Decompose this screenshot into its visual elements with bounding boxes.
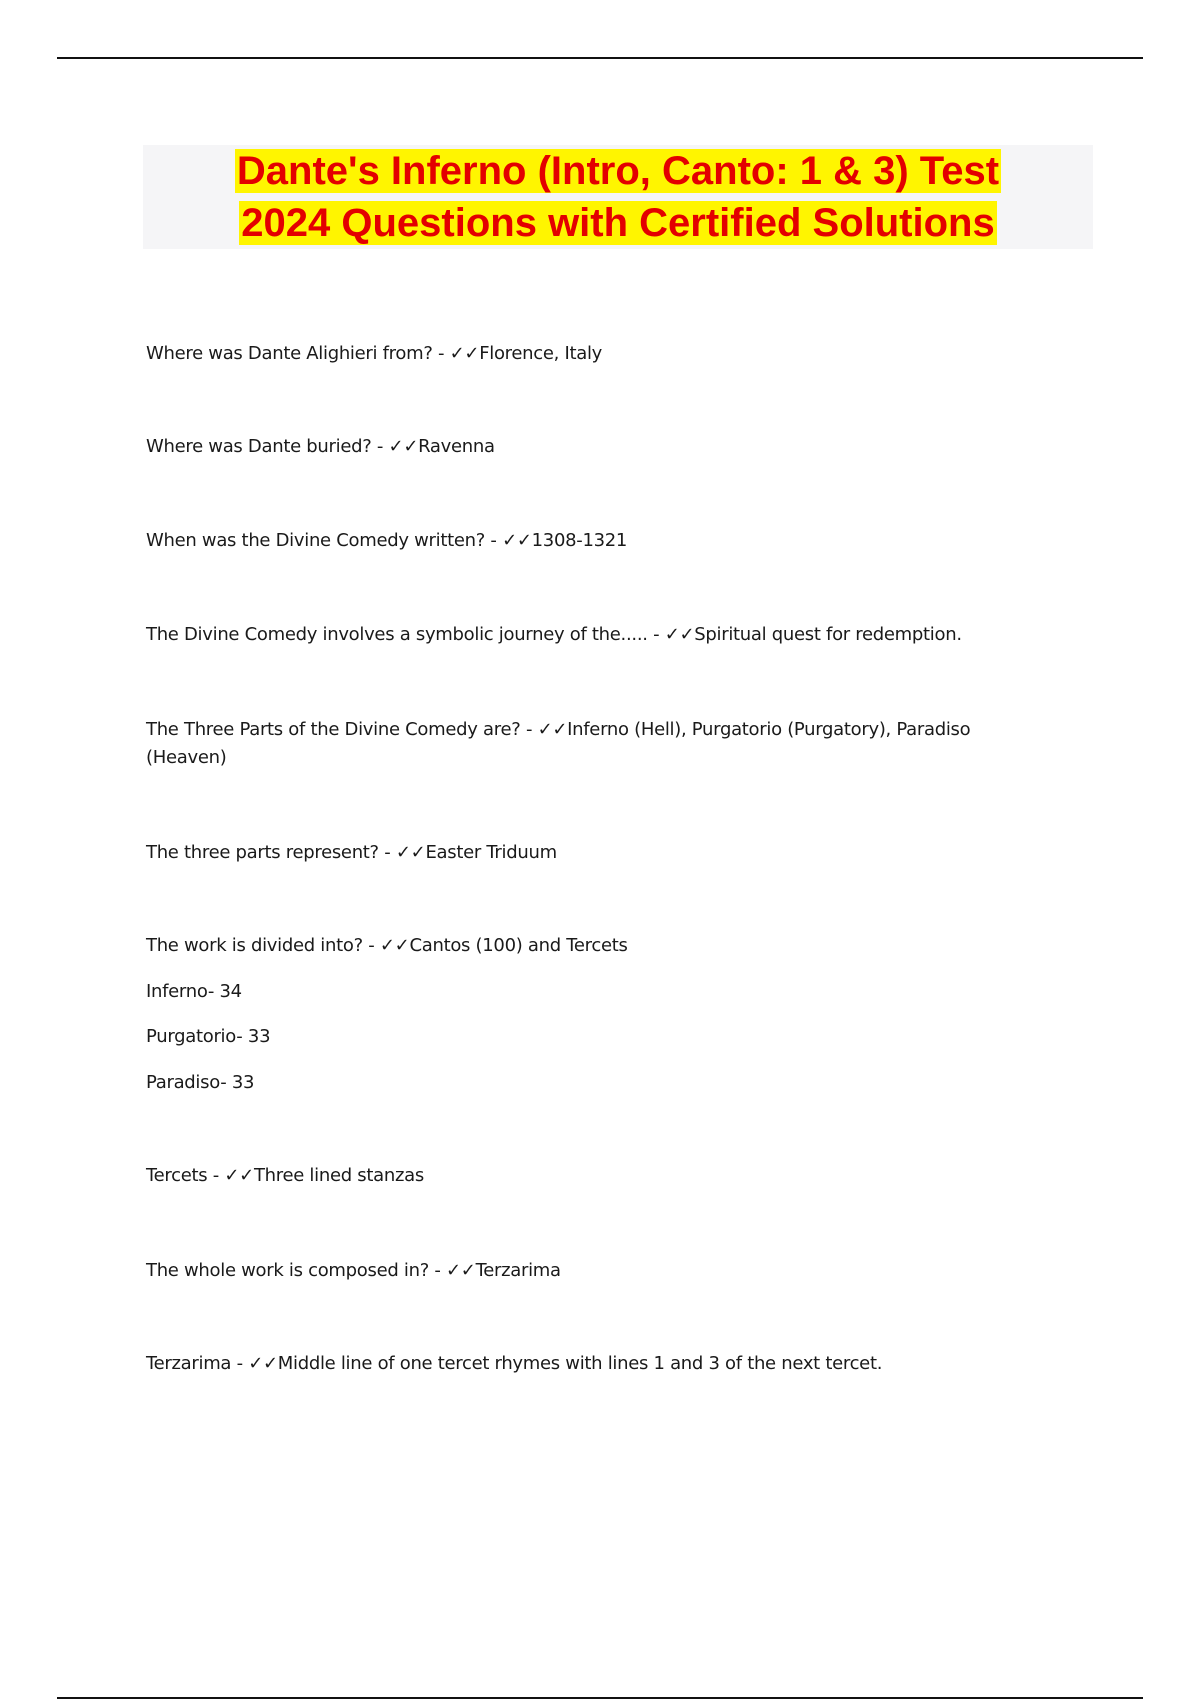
question: When was the Divine Comedy written? — [146, 530, 486, 551]
question: The three parts represent? — [146, 842, 379, 863]
question: The Divine Comedy involves a symbolic journey of the..... — [146, 624, 648, 645]
separator: - — [485, 530, 503, 551]
qa-item-3 — [146, 527, 1046, 555]
check-mark-icon: ✓✓ — [537, 719, 568, 740]
separator: - — [207, 1165, 225, 1186]
qa-item-9 — [146, 1257, 1046, 1285]
qa-item-10 — [146, 1350, 1046, 1378]
separator: - — [432, 343, 450, 364]
check-mark-icon: ✓✓ — [664, 624, 695, 645]
qa-item-4 — [146, 621, 1046, 649]
answer: 1308-1321 — [531, 530, 628, 551]
page-title-line-2: 2024 Questions with Certified Solutions — [241, 201, 995, 245]
answer: Three lined stanzas — [253, 1165, 424, 1186]
question: Tercets — [146, 1165, 208, 1186]
check-mark-icon: ✓✓ — [446, 1260, 476, 1281]
cantos-purgatorio: Purgatorio- 33 — [146, 1026, 271, 1047]
title-band — [143, 145, 1093, 249]
qa-item-5 — [146, 716, 1046, 772]
question: The Three Parts of the Divine Comedy are? — [146, 719, 521, 740]
answer: Easter Triduum — [425, 842, 557, 863]
answer: Cantos (100) and Tercets — [409, 935, 628, 956]
top-rule — [57, 57, 1143, 59]
check-mark-icon: ✓✓ — [379, 935, 410, 956]
answer: Middle line of one tercet rhymes with lines 1 and 3 of the next tercet. — [277, 1353, 883, 1374]
separator: - — [231, 1353, 249, 1374]
separator: - — [647, 624, 665, 645]
check-mark-icon: ✓✓ — [224, 1165, 254, 1186]
question: The work is divided into? — [146, 935, 363, 956]
cantos-inferno: Inferno- 34 — [146, 981, 242, 1002]
check-mark-icon: ✓✓ — [395, 842, 426, 863]
page-title-line-1: Dante's Inferno (Intro, Canto: 1 & 3) Test — [236, 149, 1000, 193]
check-mark-icon: ✓✓ — [449, 343, 480, 364]
answer: Terzarima — [475, 1260, 561, 1281]
question: The whole work is composed in? — [146, 1260, 429, 1281]
answer: Spiritual quest for redemption. — [694, 624, 962, 645]
question: Where was Dante Alighieri from? — [146, 343, 433, 364]
separator: - — [371, 436, 389, 457]
qa-item-7 — [146, 932, 1046, 960]
separator: - — [428, 1260, 447, 1281]
answer: Florence, Italy — [479, 343, 603, 364]
bottom-rule — [57, 1697, 1143, 1699]
separator: - — [378, 842, 396, 863]
cantos-paradiso: Paradiso- 33 — [146, 1072, 255, 1093]
qa-item-2 — [146, 433, 1046, 461]
separator: - — [520, 719, 538, 740]
qa-item-1 — [146, 340, 1046, 368]
qa-item-6 — [146, 839, 1046, 867]
check-mark-icon: ✓✓ — [248, 1353, 278, 1374]
answer: Ravenna — [418, 436, 495, 457]
question: Where was Dante buried? — [146, 436, 372, 457]
check-mark-icon: ✓✓ — [502, 530, 532, 551]
separator: - — [362, 935, 380, 956]
check-mark-icon: ✓✓ — [388, 436, 419, 457]
question: Terzarima — [146, 1353, 232, 1374]
qa-item-8 — [146, 1162, 1046, 1190]
answer: Inferno (Hell), Purgatorio (Purgatory), Paradiso (Heaven) — [146, 719, 971, 768]
